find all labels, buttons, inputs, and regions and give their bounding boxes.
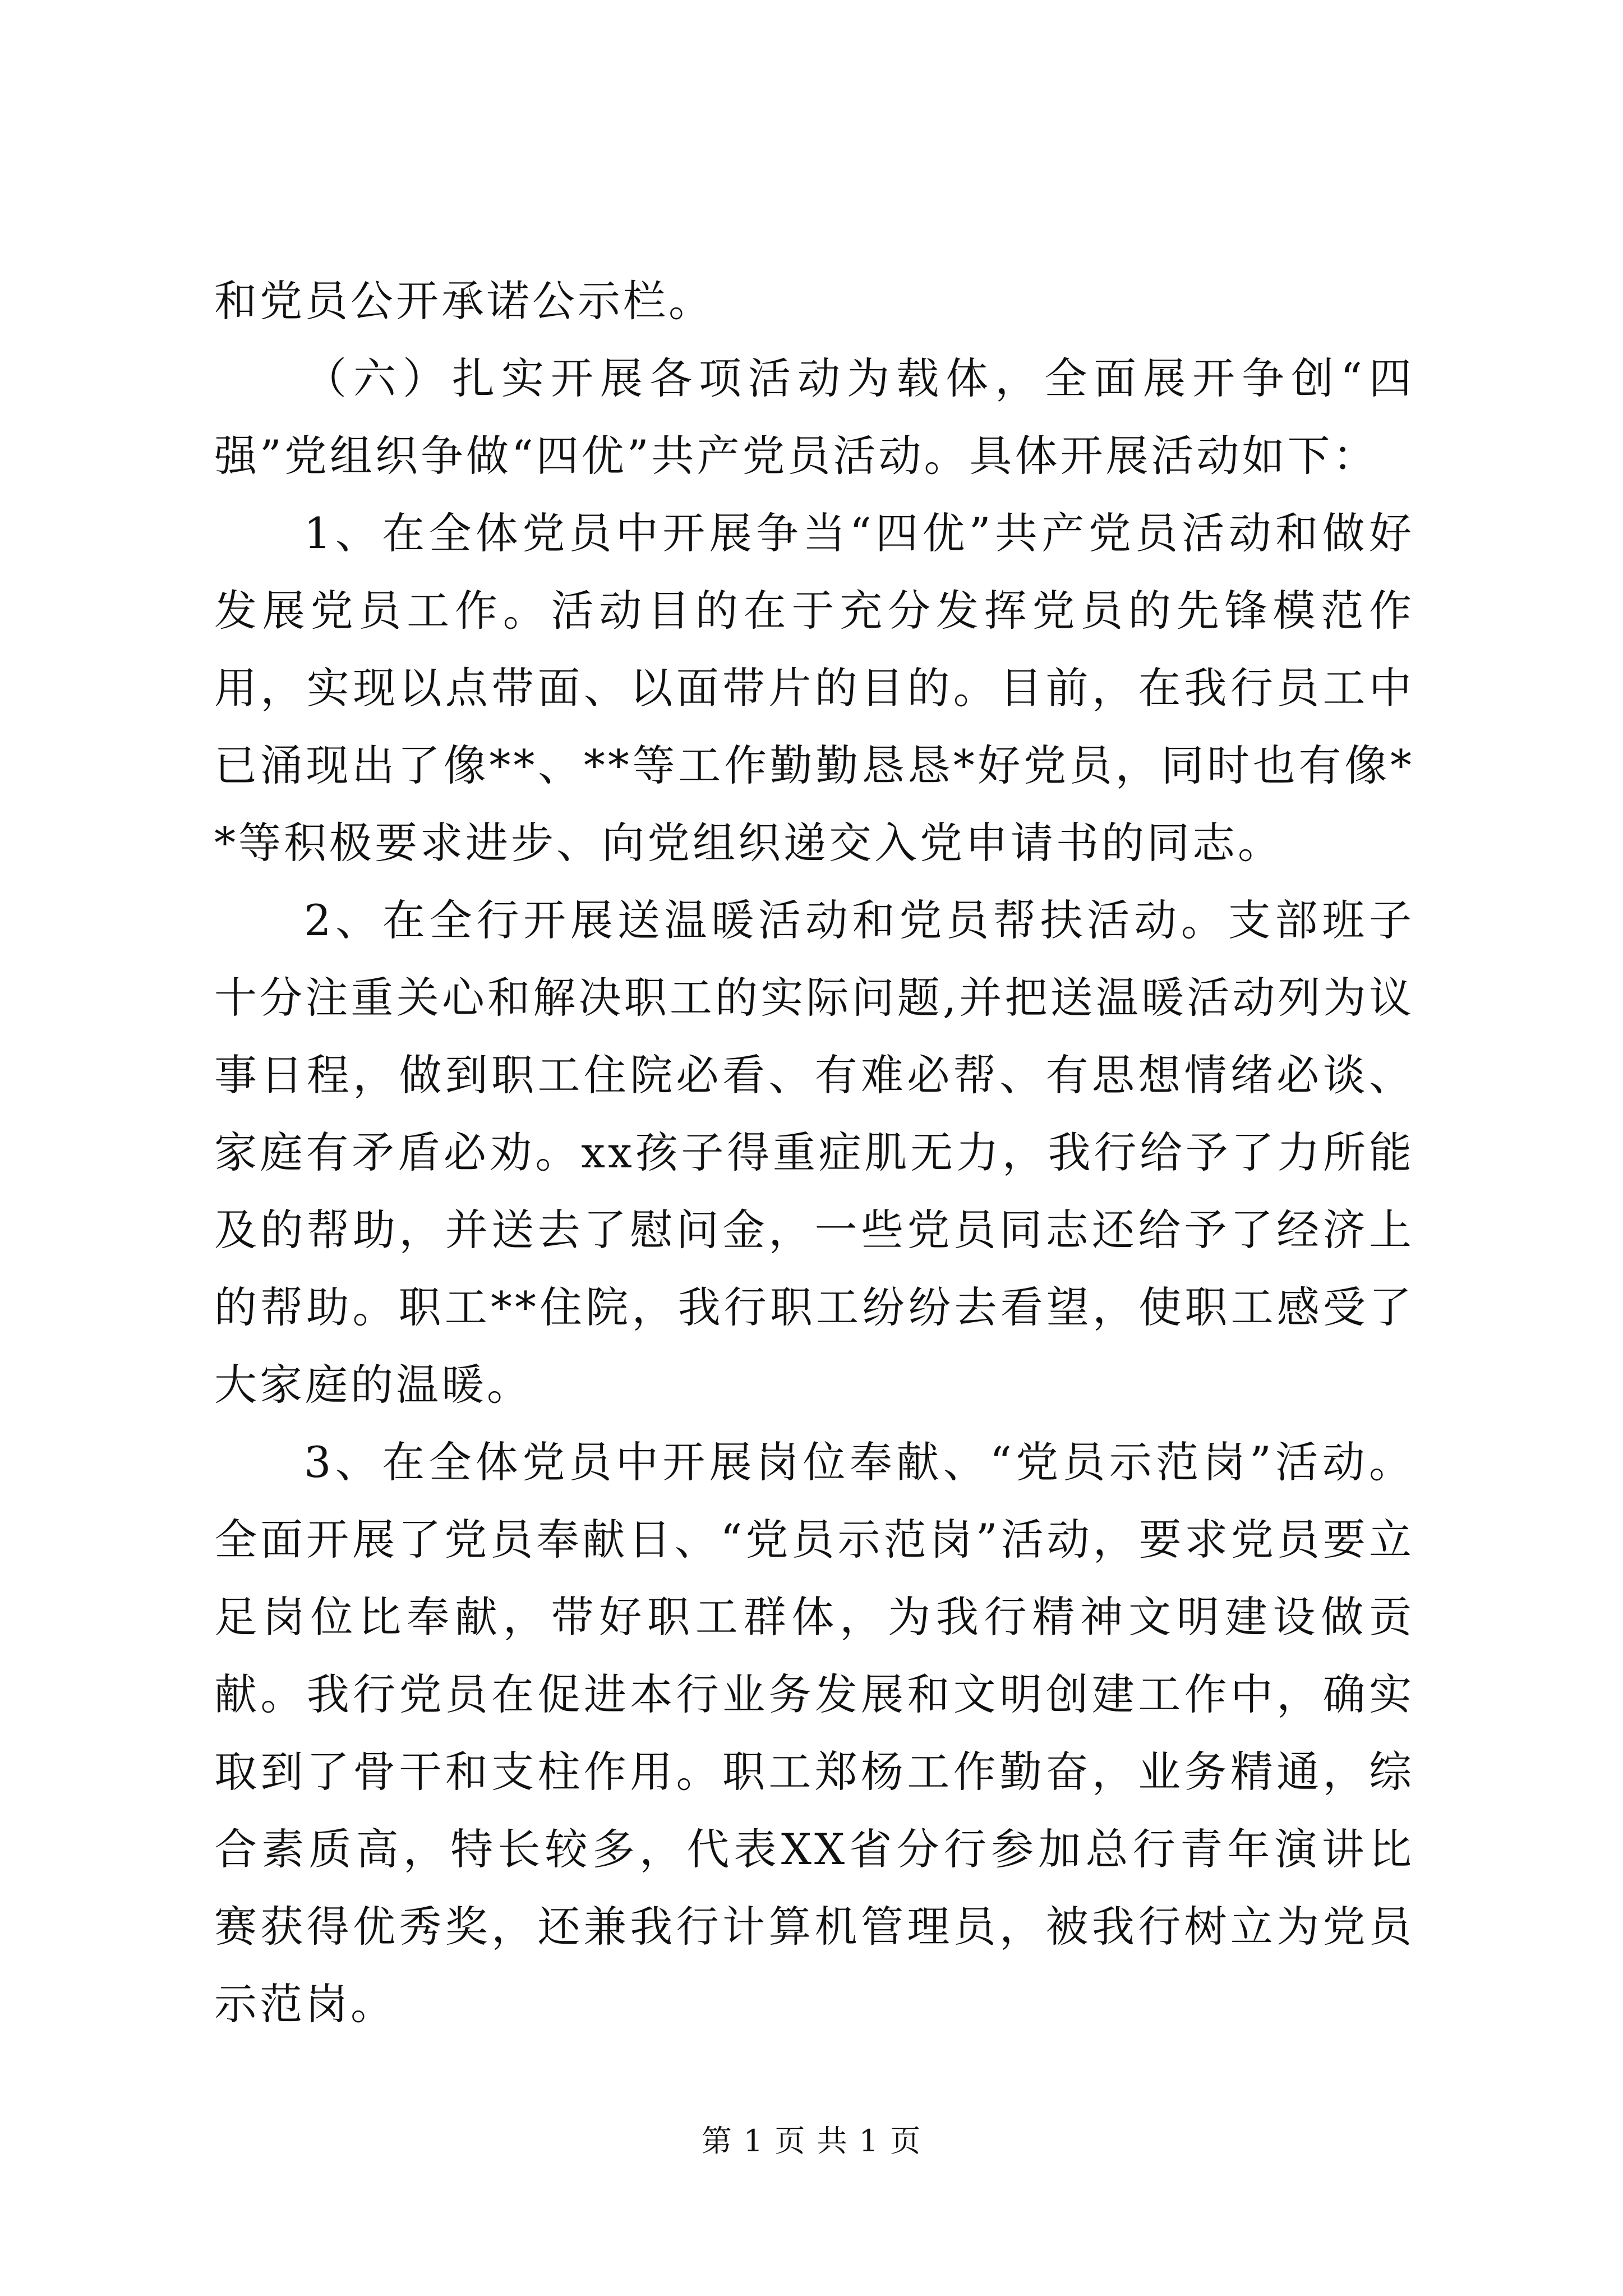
paragraph-item-3: 3、在全体党员中开展岗位奉献、“党员示范岗”活动。全面开展了党员奉献日、“党员示范岗”活动，要求党员要立足岗位比奉献，带好职工群体，为我行精神文明建设做贡献。我行党员在促进本行业务发展和文明创建工作中，确实取到了骨干和支柱作用。职工郑杨工作勤奋，业务精通，综合素质高，特长较多，代表XX省分行参加总行青年演讲比赛获得优秀奖，还兼我行计算机管理员，被我行树立为党员示范岗。	[214, 1437, 1414, 2029]
paragraph-item-1: 1、在全体党员中开展争当“四优”共产党员活动和做好发展党员工作。活动目的在于充分发挥党员的先锋模范作用，实现以点带面、以面带片的目的。目前，在我行员工中已涌现出了像**、**等工作勤勤恳恳*好党员，同时也有像**等积极要求进步、向党组织递交入党申请书的同志。	[214, 508, 1414, 868]
paragraph-continuation: 和党员公开承诺公示栏。	[214, 276, 714, 326]
paragraph-section-six: （六）扎实开展各项活动为载体，全面展开争创“四强”党组织争做“四优”共产党员活动。具体开展活动如下：	[214, 353, 1414, 481]
document-body	[214, 263, 1414, 2043]
page-footer	[0, 2122, 1623, 2161]
page-number-label: 第 1 页 共 1 页	[701, 2123, 922, 2159]
paragraph-item-2: 2、在全行开展送温暖活动和党员帮扶活动。支部班子十分注重关心和解决职工的实际问题,并把送温暖活动列为议事日程，做到职工住院必看、有难必帮、有思想情绪必谈、家庭有矛盾必劝。xx孩子得重症肌无力，我行给予了力所能及的帮助，并送去了慰问金，一些党员同志还给予了经济上的帮助。职工**住院，我行职工纷纷去看望，使职工感受了大家庭的温暖。	[214, 895, 1414, 1410]
